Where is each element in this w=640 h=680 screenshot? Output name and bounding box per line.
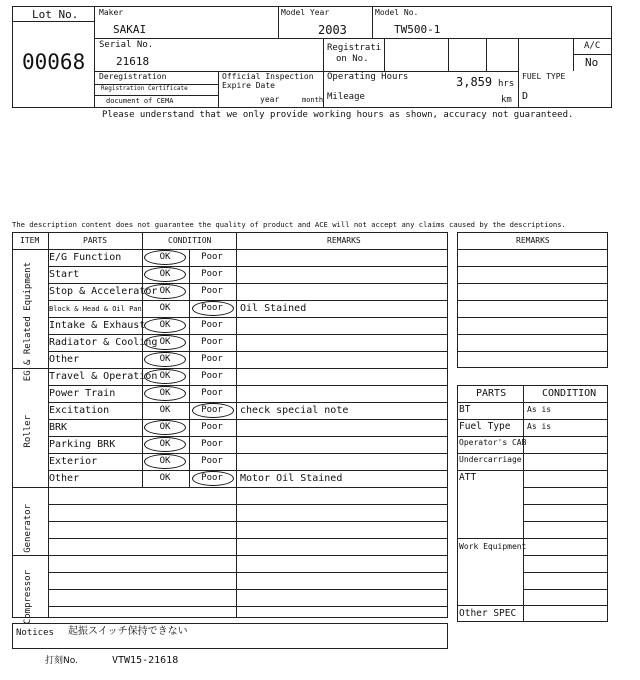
table-row	[12, 453, 448, 470]
row-part: Other	[49, 354, 80, 365]
right-row-part: Undercarriage	[459, 455, 522, 464]
poor-option[interactable]: Poor	[201, 320, 223, 330]
poor-selected-circle	[192, 301, 234, 316]
model-no-value: TW500-1	[394, 23, 441, 36]
poor-option[interactable]: Poor	[201, 439, 223, 449]
row-part: Other	[49, 473, 80, 484]
maker-label: Maker	[99, 8, 124, 17]
right-row-part: ATT	[459, 472, 477, 483]
poor-option[interactable]: Poor	[201, 422, 223, 432]
ok-selected-circle	[144, 369, 186, 384]
ok-option[interactable]: OK	[159, 405, 171, 415]
poor-option[interactable]: Poor	[201, 371, 223, 381]
ok-selected-circle	[144, 284, 186, 299]
parts-header: PARTS	[83, 236, 108, 245]
registration-label-2: on No.	[336, 54, 369, 64]
poor-option[interactable]: Poor	[201, 473, 223, 483]
right-row-part: Operator's CAB	[459, 438, 527, 447]
serial-value: 21618	[116, 55, 150, 68]
ok-selected-circle	[144, 454, 186, 469]
poor-option[interactable]: Poor	[201, 405, 223, 415]
month-label: month	[302, 96, 324, 104]
table-row	[12, 419, 448, 436]
group-label-eg: EG & Related Equipment	[23, 262, 33, 382]
lot-number: 00068	[22, 50, 86, 74]
ok-option[interactable]: OK	[159, 286, 171, 296]
row-remark: check special note	[240, 405, 349, 416]
poor-option[interactable]: Poor	[201, 286, 223, 296]
ok-option[interactable]: OK	[159, 303, 171, 313]
deregistration-label: Deregistration	[99, 72, 167, 81]
mileage-label: Mileage	[327, 92, 365, 102]
poor-option[interactable]: Poor	[201, 252, 223, 262]
right-remarks-header: REMARKS	[516, 236, 550, 245]
stamp-value: VTW15-21618	[112, 655, 179, 666]
right-row-condition: As is	[527, 405, 552, 414]
stamp-label: 打刻No.	[45, 656, 78, 666]
table-row	[12, 249, 448, 266]
row-part: Radiator & Cooling	[49, 337, 158, 348]
km-label: km	[501, 95, 512, 105]
table-row	[12, 402, 448, 419]
operating-hours-label: Operating Hours	[327, 72, 409, 82]
ok-option[interactable]: OK	[159, 456, 171, 466]
ok-selected-circle	[144, 267, 186, 282]
ok-option[interactable]: OK	[159, 337, 171, 347]
table-row	[12, 300, 448, 317]
ok-selected-circle	[144, 335, 186, 350]
operating-hours-value: 3,859	[456, 75, 493, 89]
ok-selected-circle	[144, 437, 186, 452]
ok-option[interactable]: OK	[159, 439, 171, 449]
row-remark: Oil Stained	[240, 303, 307, 314]
group-label-roller: Roller	[23, 415, 33, 448]
right-row-condition: As is	[527, 422, 552, 431]
table-row	[12, 317, 448, 334]
table-row	[12, 470, 448, 487]
table-row	[12, 436, 448, 453]
condition-header: CONDITION	[168, 236, 212, 245]
row-part: Power Train	[49, 388, 116, 399]
row-part: Travel & Operation	[49, 371, 158, 382]
registration-cert-label: Registration Certificate	[101, 85, 188, 92]
row-part: Start	[49, 269, 80, 280]
ok-option[interactable]: OK	[159, 388, 171, 398]
cema-label: document of CEMA	[106, 97, 174, 105]
poor-option[interactable]: Poor	[201, 354, 223, 364]
fuel-type-label: FUEL TYPE	[522, 72, 566, 81]
ok-option[interactable]: OK	[159, 320, 171, 330]
ok-option[interactable]: OK	[159, 422, 171, 432]
row-part: Block & Head & Oil Pan	[49, 305, 142, 313]
right-row-part: Other SPEC	[459, 608, 517, 619]
ok-option[interactable]: OK	[159, 269, 171, 279]
table-row	[12, 334, 448, 351]
inspection-label-1: Official Inspection	[222, 72, 314, 81]
row-part: Parking BRK	[49, 439, 116, 450]
row-remark: Motor Oil Stained	[240, 473, 343, 484]
poor-option[interactable]: Poor	[201, 456, 223, 466]
poor-selected-circle	[192, 403, 234, 418]
hrs-label: hrs	[498, 79, 515, 89]
group-label-compressor: Compressor	[23, 570, 33, 625]
notices-text: 起振スイッチ保持できない	[68, 626, 188, 637]
lot-label: Lot No.	[32, 8, 79, 21]
ok-selected-circle	[144, 318, 186, 333]
maker-value: SAKAI	[113, 23, 147, 36]
row-part: Stop & Accelerator	[49, 286, 158, 297]
table-row	[12, 266, 448, 283]
poor-option[interactable]: Poor	[201, 337, 223, 347]
disclaimer: The description content does not guarantee the quality of product and ACE will not accept any claims caused by the descriptions.	[12, 220, 566, 229]
remarks-header: REMARKS	[327, 236, 361, 245]
poor-selected-circle	[192, 471, 234, 486]
model-year-label: Model Year	[281, 8, 330, 17]
row-part: BRK	[49, 422, 68, 433]
group-label-generator: Generator	[23, 504, 33, 553]
ok-selected-circle	[144, 420, 186, 435]
ac-value: No	[585, 56, 599, 69]
poor-option[interactable]: Poor	[201, 303, 223, 313]
ok-selected-circle	[144, 250, 186, 265]
right-parts-header: PARTS	[476, 388, 507, 399]
ok-selected-circle	[144, 386, 186, 401]
model-no-label: Model No.	[375, 8, 419, 17]
ok-option[interactable]: OK	[159, 473, 171, 483]
registration-label-1: Registrati	[327, 43, 382, 53]
ok-option[interactable]: OK	[159, 252, 171, 262]
row-part: Exterior	[49, 456, 98, 467]
right-condition-header: CONDITION	[542, 388, 597, 399]
ac-label: A/C	[584, 41, 601, 51]
year-label: year	[260, 95, 280, 104]
table-row	[12, 351, 448, 368]
right-row-part: Fuel Type	[459, 421, 511, 432]
row-part: E/G Function	[49, 252, 122, 263]
right-row-part: Work Equipment	[459, 542, 527, 551]
notices-label: Notices	[16, 628, 54, 638]
ok-option[interactable]: OK	[159, 354, 171, 364]
model-year-value: 2003	[318, 23, 347, 37]
row-part: Intake & Exhaust	[49, 320, 146, 331]
poor-option[interactable]: Poor	[201, 269, 223, 279]
serial-label: Serial No.	[99, 40, 154, 50]
row-part: Excitation	[49, 405, 110, 416]
poor-option[interactable]: Poor	[201, 388, 223, 398]
item-header: ITEM	[20, 236, 40, 245]
table-row	[12, 283, 448, 300]
right-row-part: BT	[459, 404, 471, 415]
inspection-label-2: Expire Date	[222, 81, 275, 90]
table-row	[12, 385, 448, 402]
hours-notice: Please understand that we only provide working hours as shown, accuracy not guaranteed.	[102, 110, 574, 120]
ok-selected-circle	[144, 352, 186, 367]
table-row	[12, 368, 448, 385]
fuel-type-value: D	[522, 91, 529, 102]
ok-option[interactable]: OK	[159, 371, 171, 381]
